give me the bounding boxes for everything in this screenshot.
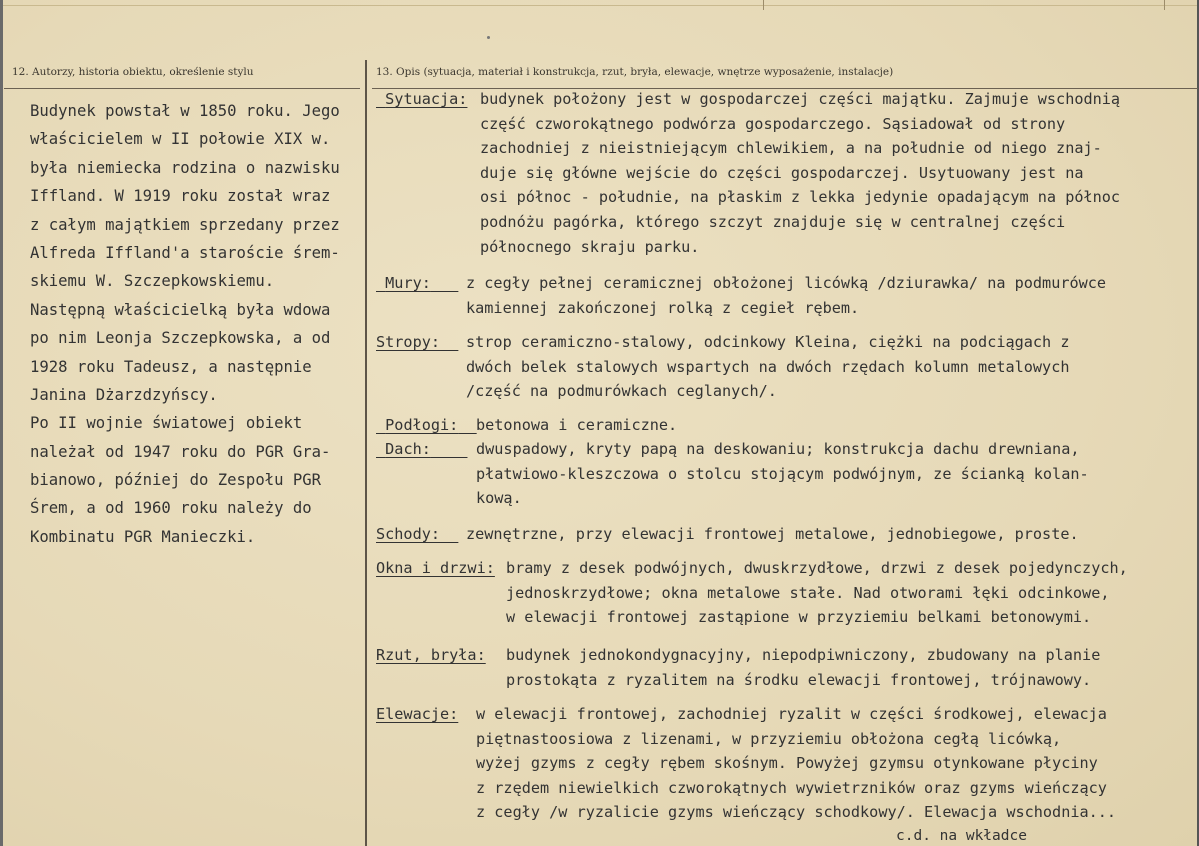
section-text bbox=[506, 643, 1100, 692]
right-column-caption: 13. Opis (sytuacja, materiał i konstrukcja, rzut, bryła, elewacje, wnętrze wyposażenie, instalacje) bbox=[376, 66, 894, 78]
history-line: po nim Leonja Szczepkowska, a od bbox=[30, 329, 331, 348]
section-line: podnóżu pagórka, którego szczyt znajduje się w centralnej części bbox=[480, 212, 1066, 231]
section-suffix: __ bbox=[440, 333, 459, 351]
section-suffix: ___ bbox=[430, 274, 459, 292]
section-text bbox=[476, 413, 677, 438]
section-line: dwóch belek stalowych wspartych na dwóch rzędach kolumn metalowych bbox=[466, 357, 1070, 376]
section-line: kową. bbox=[476, 489, 522, 508]
section-line: zachodniej z nieistniejącym chlewikiem, a na południe od niego znaj- bbox=[480, 139, 1102, 158]
section-line: z cegły pełnej ceramicznej obłożonej licówką /dziurawka/ na podmurówce bbox=[466, 274, 1107, 292]
history-text bbox=[30, 97, 365, 551]
section-line: z rzędem niewielkich czworokątnych wywietrzników oraz gzyms wieńczący bbox=[476, 778, 1107, 797]
section-text bbox=[466, 271, 1106, 320]
section-text bbox=[480, 87, 1120, 259]
section-heading bbox=[376, 702, 458, 727]
section-suffix: ____ bbox=[430, 440, 468, 458]
history-line: Następną właścicielką była wdowa bbox=[30, 300, 331, 319]
section-heading bbox=[376, 643, 486, 668]
section-heading bbox=[376, 556, 495, 581]
section-label: Podłogi: bbox=[385, 416, 459, 434]
section-suffix: __ bbox=[458, 416, 477, 434]
ink-dot bbox=[487, 36, 490, 39]
history-line: Budynek powstał w 1850 roku. Jego bbox=[30, 102, 340, 120]
section-line: płatwiowo-kleszczowa o stolcu stojącym podwójnym, ze ścianką kolan- bbox=[476, 464, 1089, 483]
section-text bbox=[466, 522, 1079, 547]
column-divider bbox=[365, 60, 367, 846]
section-prefix: _ bbox=[376, 416, 386, 434]
section-line: prostokąta z ryzalitem na środku elewacji frontowej, trójnawowy. bbox=[506, 670, 1092, 689]
section-heading bbox=[376, 437, 467, 462]
left-edge bbox=[0, 0, 3, 846]
section-line: kamiennej zakończonej rolką z cegieł rębem. bbox=[466, 298, 860, 317]
history-line: Janina Dżarzdzyńscy. bbox=[30, 385, 218, 404]
section-line: budynek jednokondygnacyjny, niepodpiwniczony, zbudowany na planie bbox=[506, 646, 1101, 664]
history-line: Po II wojnie światowej obiekt bbox=[30, 414, 303, 433]
section-line: dwuspadowy, kryty papą na deskowaniu; konstrukcja dachu drewniana, bbox=[476, 440, 1080, 458]
left-column-caption: 12. Autorzy, historia obiektu, określenie stylu bbox=[12, 66, 254, 78]
top-frame bbox=[0, 0, 1199, 10]
history-line: właścicielem w II połowie XIX w. bbox=[30, 130, 331, 149]
history-line: Iffland. W 1919 roku został wraz bbox=[30, 187, 331, 206]
section-line: zewnętrzne, przy elewacji frontowej metalowe, jednobiegowe, proste. bbox=[466, 525, 1079, 543]
section-prefix: _ bbox=[376, 440, 386, 458]
section-line: w elewacji frontowej zastąpione w przyziemiu belkami betonowymi. bbox=[506, 608, 1092, 627]
history-line: Kombinatu PGR Manieczki. bbox=[30, 527, 256, 546]
history-line: z całym majątkiem sprzedany przez bbox=[30, 215, 340, 234]
section-line: północnego skraju parku. bbox=[480, 237, 700, 256]
section-line: w elewacji frontowej, zachodniej ryzalit w części środkowej, elewacja bbox=[476, 705, 1107, 723]
section-line: jednoskrzydłowe; okna metalowe stałe. Nad otworami łęki odcinkowe, bbox=[506, 583, 1110, 602]
section-label: Okna i drzwi: bbox=[376, 559, 495, 577]
section-text bbox=[466, 330, 1069, 404]
section-label: Elewacje: bbox=[376, 705, 459, 723]
history-line: bianowo, później do Zespołu PGR bbox=[30, 471, 322, 490]
section-label: Stropy: bbox=[376, 333, 441, 351]
section-heading bbox=[376, 413, 477, 438]
section-heading bbox=[376, 330, 458, 355]
continuation-note: c.d. na wkładce bbox=[896, 828, 1027, 844]
section-line: osi północ - południe, na płaskim z lekka jedynie opadającym na północ bbox=[480, 188, 1121, 207]
section-label: Schody: bbox=[376, 525, 441, 543]
section-heading bbox=[376, 87, 467, 112]
section-label: Sytuacja: bbox=[385, 90, 468, 108]
section-prefix: _ bbox=[376, 90, 386, 108]
section-line: betonowa i ceramiczne. bbox=[476, 416, 678, 434]
top-frame-marks bbox=[763, 0, 1165, 10]
section-suffix: __ bbox=[440, 525, 459, 543]
history-line: Alfreda Iffland'a staroście śrem- bbox=[30, 243, 340, 262]
section-line: część czworokątnego podwórza gospodarczego. Sąsiadował od strony bbox=[480, 114, 1066, 133]
section-prefix: _ bbox=[376, 274, 386, 292]
section-text bbox=[506, 556, 1128, 630]
section-line: duje się główne wejście do części gospodarczej. Usytuowany jest na bbox=[480, 163, 1084, 182]
section-label: Mury: bbox=[385, 274, 431, 292]
history-line: była niemiecka rodzina o nazwisku bbox=[30, 158, 340, 177]
section-line: /część na podmurówkach ceglanych/. bbox=[466, 382, 777, 401]
section-heading bbox=[376, 271, 458, 296]
left-header-rule bbox=[4, 88, 360, 89]
history-line: 1928 roku Tadeusz, a następnie bbox=[30, 357, 312, 376]
section-line: budynek położony jest w gospodarczej części majątku. Zajmuje wschodnią bbox=[480, 90, 1121, 108]
section-line: bramy z desek podwójnych, dwuskrzydłowe, drzwi z desek pojedynczych, bbox=[506, 559, 1128, 577]
history-line: Śrem, a od 1960 roku należy do bbox=[30, 499, 312, 518]
section-line: piętnastoosiowa z lizenami, w przyziemiu obłożona cegłą licówką, bbox=[476, 729, 1062, 748]
section-line: strop ceramiczno-stalowy, odcinkowy Kleina, ciężki na podciągach z bbox=[466, 333, 1070, 351]
section-label: Dach: bbox=[385, 440, 431, 458]
history-line: należał od 1947 roku do PGR Gra- bbox=[30, 442, 331, 461]
history-line: skiemu W. Szczepkowskiemu. bbox=[30, 272, 275, 291]
section-label: Rzut, bryła: bbox=[376, 646, 486, 664]
section-line: wyżej gzyms z cegły rębem skośnym. Powyżej gzymsu otynkowane płyciny bbox=[476, 754, 1098, 773]
section-text bbox=[476, 702, 1116, 825]
section-heading bbox=[376, 522, 458, 547]
section-line: z cegły /w ryzalicie gzyms wieńczący schodkowy/. Elewacja wschodnia... bbox=[476, 803, 1117, 822]
section-text bbox=[476, 437, 1089, 511]
